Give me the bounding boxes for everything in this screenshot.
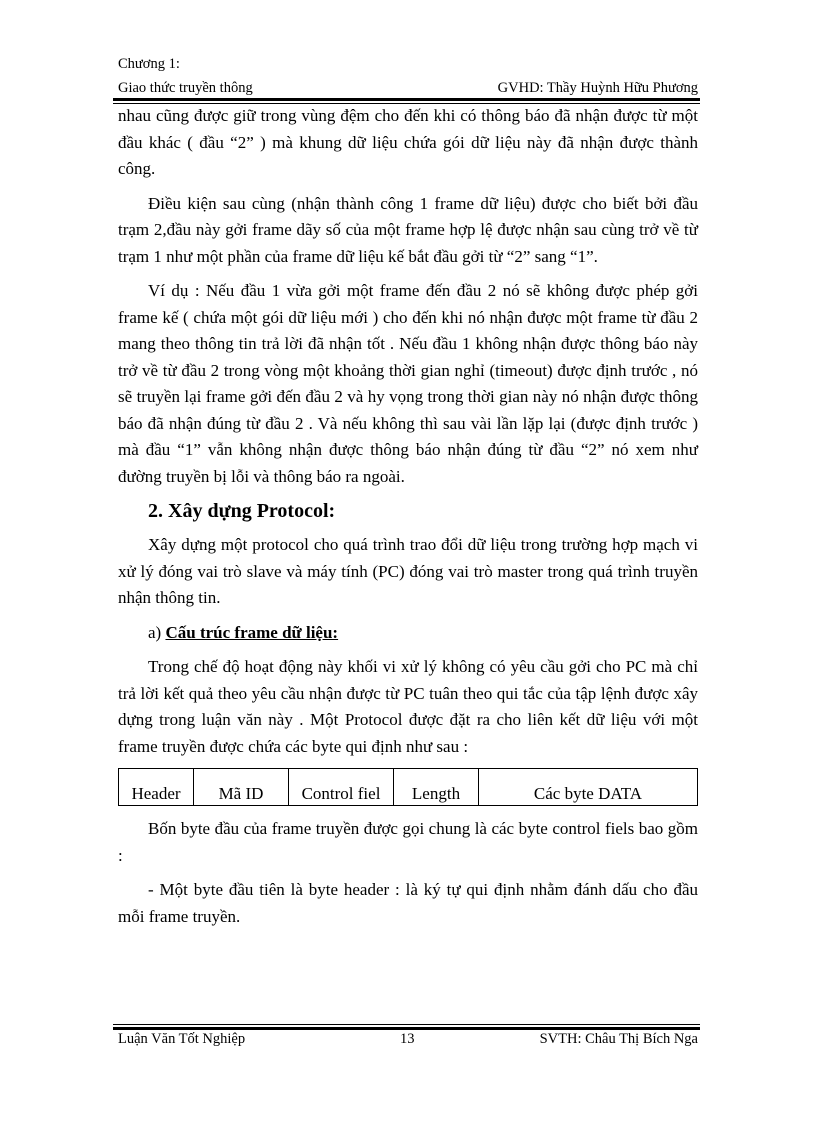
paragraph-protocol-intro: Xây dựng một protocol cho quá trình trao đổi dữ liệu trong trường hợp mạch vi xử lý đóng vai trò slave và máy tính (PC) đóng vai trò master trong quá trình truyền nhận thông tin. [118, 535, 698, 607]
header-section: Giao thức truyền thông [118, 80, 253, 96]
table-cell-length: Length [394, 769, 479, 806]
table-row [119, 769, 698, 806]
paragraph-control-fields: Bốn byte đầu của frame truyền được gọi chung là các byte control fiels bao gồm : [118, 819, 698, 865]
subsection-heading [148, 620, 698, 647]
footer-student: SVTH: Châu Thị Bích Nga [539, 1031, 698, 1047]
page-body [118, 103, 698, 938]
footer-rule-thick [113, 1027, 700, 1030]
subsection-prefix: a) [148, 622, 162, 642]
section-heading: 2. Xây dựng Protocol: [148, 500, 336, 522]
paragraph-continuation: nhau cũng được giữ trong vùng đệm cho đến khi có thông báo đã nhận được từ một đầu khác ( đầu “2” ) mà khung dữ liệu chứa gói dữ liệu này đã nhận được thành công. [118, 106, 698, 178]
paragraph-final-condition: Điều kiện sau cùng (nhận thành công 1 frame dữ liệu) được cho biết bởi đầu trạm 2,đầu này gởi frame dãy số của một frame hợp lệ được nhận sau cùng trở về từ trạm 1 như một phần của frame dữ liệu kế bắt đầu gởi từ “2” sang “1”. [118, 193, 698, 266]
footer [118, 1031, 698, 1048]
table-cell-id: Mã ID [194, 769, 289, 806]
footer-thesis: Luận Văn Tốt Nghiệp [118, 1031, 246, 1047]
header-advisor: GVHD: Thầy Huỳnh Hữu Phương [497, 80, 698, 96]
table-cell-header: Header [119, 769, 194, 806]
page-number: 13 [400, 1031, 415, 1047]
paragraph-header-byte: - Một byte đầu tiên là byte header : là ký tự qui định nhằm đánh dấu cho đầu mỗi frame truyền. [118, 880, 698, 926]
header-rule-thick [113, 98, 700, 101]
paragraph-frame-description: Trong chế độ hoạt động này khối vi xử lý không có yêu cầu gởi cho PC mà chỉ trả lời kết quả theo yêu cầu nhận được từ PC tuân theo qui tắc của tập lệnh được xây dựng trong luận văn này . Một Protocol được đặt ra cho liên kết dữ liệu với một frame truyền được chứa các byte qui định như sau : [118, 657, 698, 756]
header-chapter: Chương 1: [118, 56, 180, 72]
subsection-title: Cấu trúc frame dữ liệu: [165, 622, 339, 642]
header-line [118, 79, 698, 97]
table-cell-control: Control fiel [289, 769, 394, 806]
paragraph-example: Ví dụ : Nếu đầu 1 vừa gởi một frame đến đầu 2 nó sẽ không được phép gởi frame kế ( chứa một gói dữ liệu mới ) cho đến khi nó nhận được một frame từ đầu 2 mang theo thông tin trả lời đã nhận tốt . Nếu đầu 1 không nhận được thông báo này trở về từ đầu 2 trong vòng một khoảng thời gian nghỉ (timeout) được định trước , nó sẽ truyền lại frame gởi đến đầu 2 và hy vọng trong thời gian này nó nhận được thông báo đã nhận đúng từ đầu 2 . Và nếu không thì sau vài lần lặp lại (được định trước ) mà đầu “1” vẫn không nhận được thông báo nhận đúng từ đầu “2” nó xem như đường truyền bị lỗi và thông báo ra ngoài. [118, 281, 698, 486]
table-cell-data: Các byte DATA [479, 769, 698, 806]
footer-rule-thin [113, 1024, 700, 1025]
frame-structure-table [118, 768, 698, 806]
